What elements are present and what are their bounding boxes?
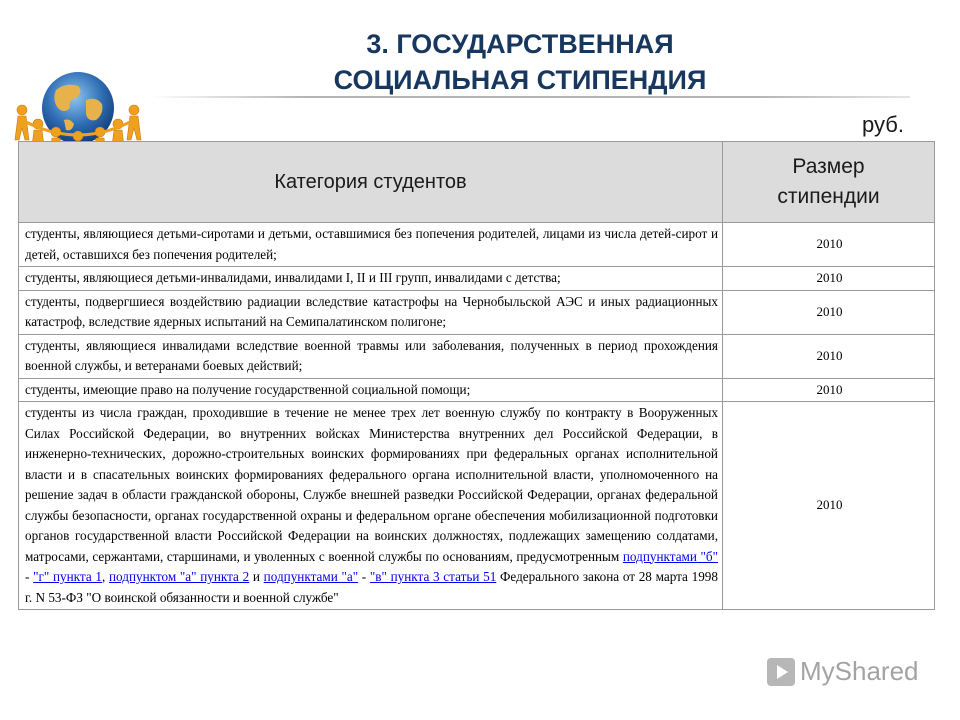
row-amount: 2010 <box>723 378 935 402</box>
row-category-military <box>19 402 723 610</box>
link-g-paragraph-1[interactable]: "г" пункта 1 <box>33 569 102 584</box>
scholarship-table <box>18 141 935 610</box>
myshared-watermark <box>766 656 919 687</box>
link-subparagraph-a-paragraph-2[interactable]: подпунктом "а" пункта 2 <box>108 569 250 584</box>
currency-unit: руб. <box>862 112 904 137</box>
link-separator: , <box>101 569 109 584</box>
table-row <box>19 223 935 267</box>
military-text-start: студенты из числа граждан, проходившие в течение не менее трех лет военную службу по контракту в Вооруженных Силах Российской Федерации, во внутренних войсках Министерства внутренних дел Российской Федерации, в инженерно-технических, дорожно-строительных воинских формированиях при федеральных органах исполнительной власти и в спасательных воинских формированиях федерального органа исполнительной власти, уполномоченного на решение задач в области гражданской обороны, Службе внешней разведки Российской Федерации, органах федеральной службы безопасности, органах государственной охраны и федеральном органе обеспечения мобилизационной подготовки органов государственной власти Российской Федерации на воинских должностях, подлежащих замещению солдатами, матросами, сержантами, старшинами, и уволенных с военной службы по основаниям, предусмотренным <box>25 405 718 564</box>
header-amount-line-1: Размер <box>792 155 865 178</box>
row-amount: 2010 <box>723 334 935 378</box>
link-separator: - <box>25 569 34 584</box>
table-header-row <box>19 142 935 223</box>
watermark-text: MyShared <box>800 656 919 686</box>
title-line-1: 3. ГОСУДАРСТВЕННАЯ <box>366 29 674 59</box>
row-amount: 2010 <box>723 267 935 291</box>
row-amount: 2010 <box>723 223 935 267</box>
row-category: студенты, имеющие право на получение государственной социальной помощи; <box>19 378 723 402</box>
link-separator: и <box>249 569 264 584</box>
table-row <box>19 267 935 291</box>
link-v-paragraph-3-article-51[interactable]: "в" пункта 3 статьи 51 <box>369 569 497 584</box>
link-subparagraphs-b[interactable]: подпунктами "б" <box>622 548 719 564</box>
military-text-end: Федерального закона от 28 марта 1998 г. N 53-ФЗ "О воинской обязанности и военной службе" <box>25 569 718 605</box>
table-row <box>19 402 935 610</box>
header-amount <box>723 142 935 223</box>
header-category: Категория студентов <box>19 142 723 223</box>
table-row <box>19 378 935 402</box>
page-title <box>240 26 800 98</box>
row-category: студенты, являющиеся детьми-инвалидами, инвалидами I, II и III групп, инвалидами с детства; <box>19 267 723 291</box>
title-line-2: СОЦИАЛЬНАЯ СТИПЕНДИЯ <box>333 65 707 95</box>
table-row <box>19 334 935 378</box>
row-amount: 2010 <box>723 290 935 334</box>
play-logo-icon <box>766 657 796 687</box>
link-separator: - <box>358 569 370 584</box>
header-amount-line-2: стипендии <box>777 185 880 208</box>
table-row <box>19 290 935 334</box>
row-category: студенты, являющиеся инвалидами вследствие военной травмы или заболевания, полученных в период прохождения военной службы, и ветеранами боевых действий; <box>19 334 723 378</box>
title-divider <box>150 96 910 98</box>
row-category: студенты, являющиеся детьми-сиротами и детьми, оставшимися без попечения родителей, лицами из числа детей-сирот и детей, оставшихся без попечения родителей; <box>19 223 723 267</box>
row-category: студенты, подвергшиеся воздействию радиации вследствие катастрофы на Чернобыльской АЭС и иных радиационных катастроф, вследствие ядерных испытаний на Семипалатинском полигоне; <box>19 290 723 334</box>
row-amount: 2010 <box>723 402 935 610</box>
link-subparagraphs-a[interactable]: подпунктами "а" <box>263 569 359 584</box>
